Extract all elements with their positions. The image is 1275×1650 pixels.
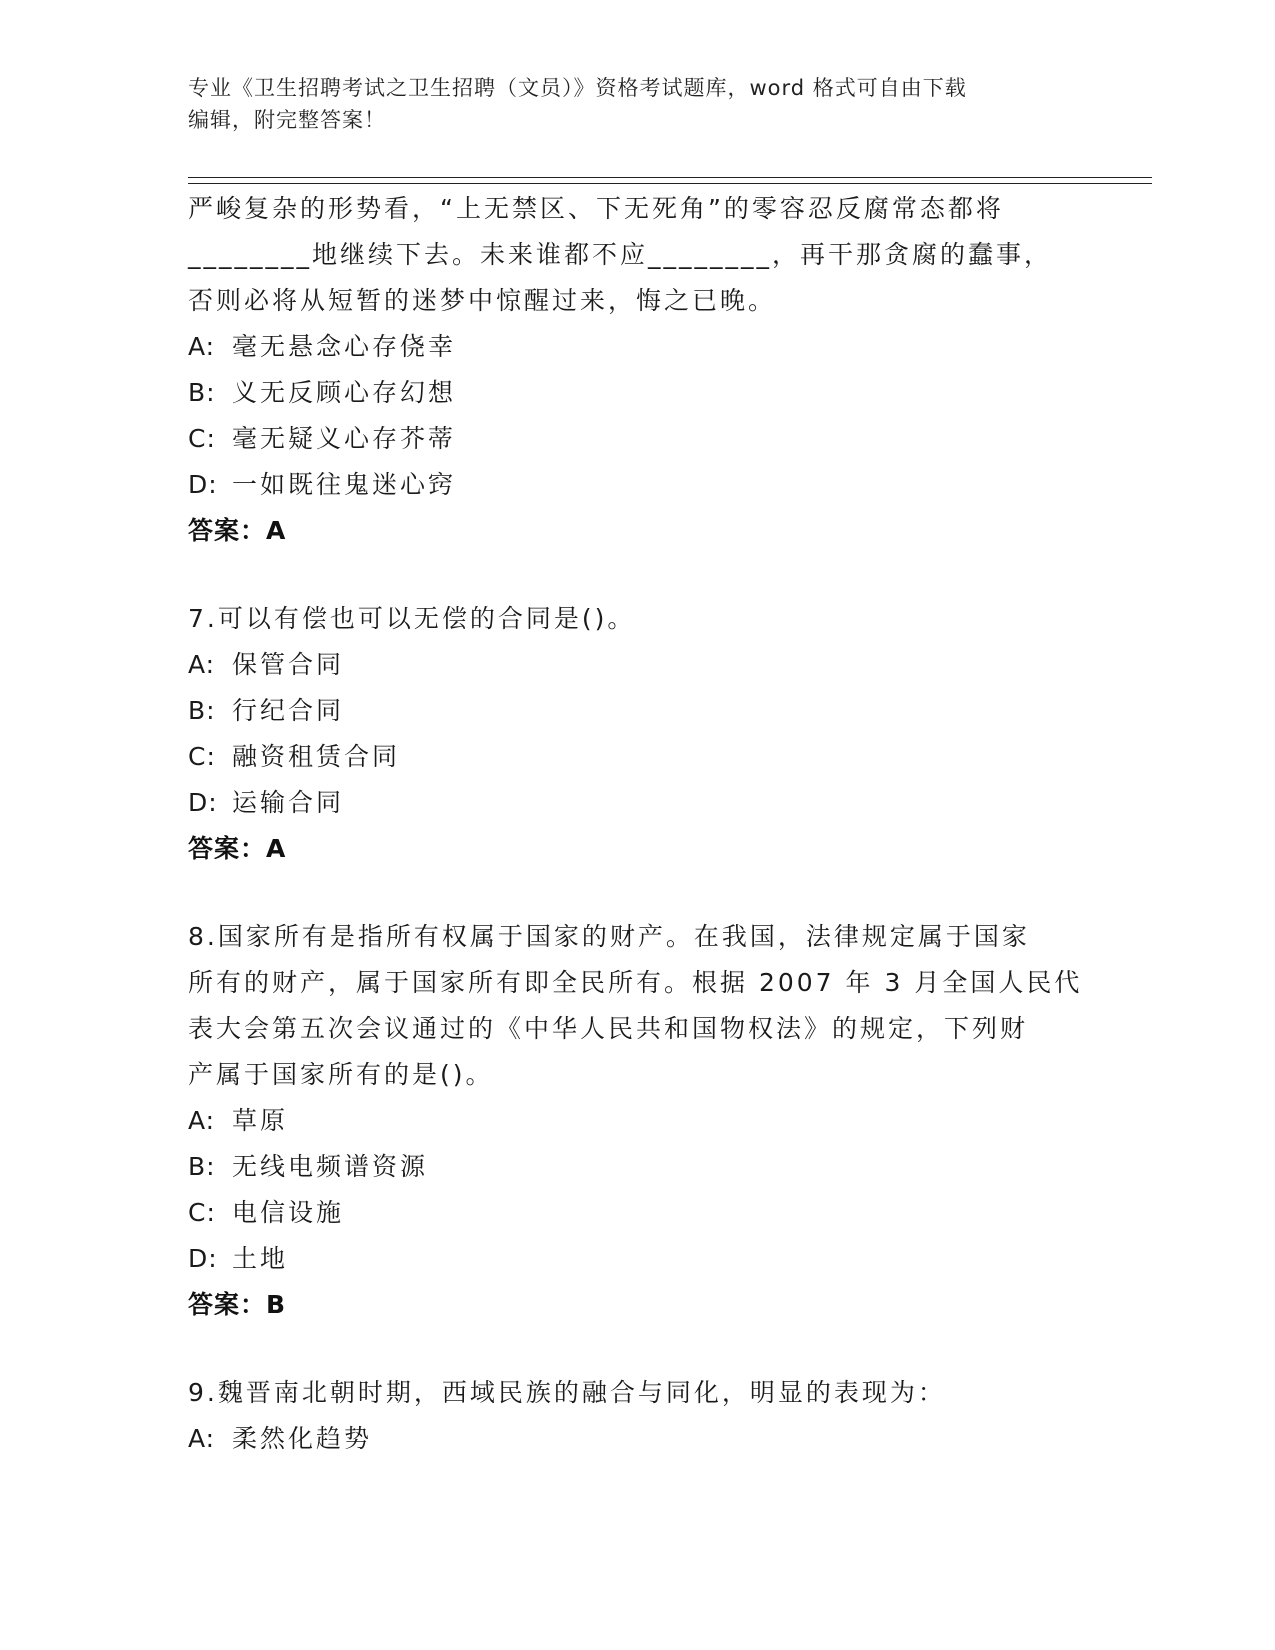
option-text: 土地: [232, 1244, 289, 1273]
option-text: 融资租赁合同: [232, 742, 401, 771]
option-text: 柔然化趋势: [232, 1424, 373, 1453]
question-stem: 7.可以有偿也可以无偿的合同是()。: [188, 604, 636, 633]
question-stem-line: 严峻复杂的形势看，“上无禁区、下无死角”的零容忍反腐常态都将: [188, 194, 1004, 223]
option-a: [188, 642, 1088, 688]
option-a: [188, 1098, 1088, 1144]
option-a: [188, 324, 1088, 370]
question-stem-line: 表大会第五次会议通过的《中华人民共和国物权法》的规定，下列财: [188, 1014, 1029, 1043]
option-b: [188, 1144, 1088, 1190]
question-spacer: [188, 554, 1088, 596]
option-text: 毫无悬念心存侥幸: [232, 332, 457, 361]
question-stem: 9.魏晋南北朝时期，西域民族的融合与同化，明显的表现为：: [188, 1378, 946, 1407]
option-key: C:: [188, 424, 216, 453]
question-stem-line: 产属于国家所有的是()。: [188, 1060, 494, 1089]
question-stem-line: 8.国家所有是指所有权属于国家的财产。在我国，法律规定属于国家: [188, 922, 1030, 951]
option-b: [188, 688, 1088, 734]
header-rule-top: [188, 177, 1152, 178]
option-text: 无线电频谱资源: [232, 1152, 429, 1181]
option-d: [188, 780, 1088, 826]
option-c: [188, 416, 1088, 462]
question-6: [188, 186, 1088, 554]
answer-line: 答案：A: [188, 834, 287, 863]
option-key: B:: [188, 378, 216, 407]
option-c: [188, 734, 1088, 780]
header-line-1: 专业《卫生招聘考试之卫生招聘（文员）》资格考试题库，word 格式可自由下载: [188, 76, 967, 100]
option-text: 草原: [232, 1106, 289, 1135]
question-stem-line: 否则必将从短暂的迷梦中惊醒过来，悔之已晚。: [188, 286, 777, 315]
option-key: B:: [188, 696, 216, 725]
option-key: D:: [188, 470, 218, 499]
question-list: [188, 186, 1088, 1462]
option-key: B:: [188, 1152, 216, 1181]
option-a: [188, 1416, 1088, 1462]
question-stem-line: 所有的财产，属于国家所有即全民所有。根据 2007 年 3 月全国人民代: [188, 968, 1083, 997]
option-text: 电信设施: [232, 1198, 345, 1227]
question-9: [188, 1370, 1088, 1462]
option-text: 保管合同: [232, 650, 345, 679]
option-d: [188, 1236, 1088, 1282]
option-text: 一如既往鬼迷心窍: [232, 470, 457, 499]
option-d: [188, 462, 1088, 508]
option-c: [188, 1190, 1088, 1236]
answer-line: 答案：A: [188, 516, 287, 545]
question-spacer: [188, 872, 1088, 914]
option-key: D:: [188, 788, 218, 817]
document-header: [188, 72, 1088, 136]
option-key: A:: [188, 1106, 216, 1135]
header-rule-bottom: [188, 183, 1152, 184]
option-text: 毫无疑义心存芥蒂: [232, 424, 457, 453]
option-b: [188, 370, 1088, 416]
option-key: A:: [188, 650, 216, 679]
option-text: 运输合同: [232, 788, 345, 817]
question-7: [188, 596, 1088, 872]
option-key: A:: [188, 1424, 216, 1453]
option-key: A:: [188, 332, 216, 361]
option-key: D:: [188, 1244, 218, 1273]
question-stem-line: ________地继续下去。未来谁都不应________，再干那贪腐的蠢事，: [188, 240, 1053, 269]
question-spacer: [188, 1328, 1088, 1370]
header-line-2: 编辑，附完整答案！: [188, 108, 386, 132]
option-text: 行纪合同: [232, 696, 345, 725]
answer-line: 答案：B: [188, 1290, 287, 1319]
option-text: 义无反顾心存幻想: [232, 378, 457, 407]
option-key: C:: [188, 1198, 216, 1227]
question-8: [188, 914, 1088, 1328]
option-key: C:: [188, 742, 216, 771]
